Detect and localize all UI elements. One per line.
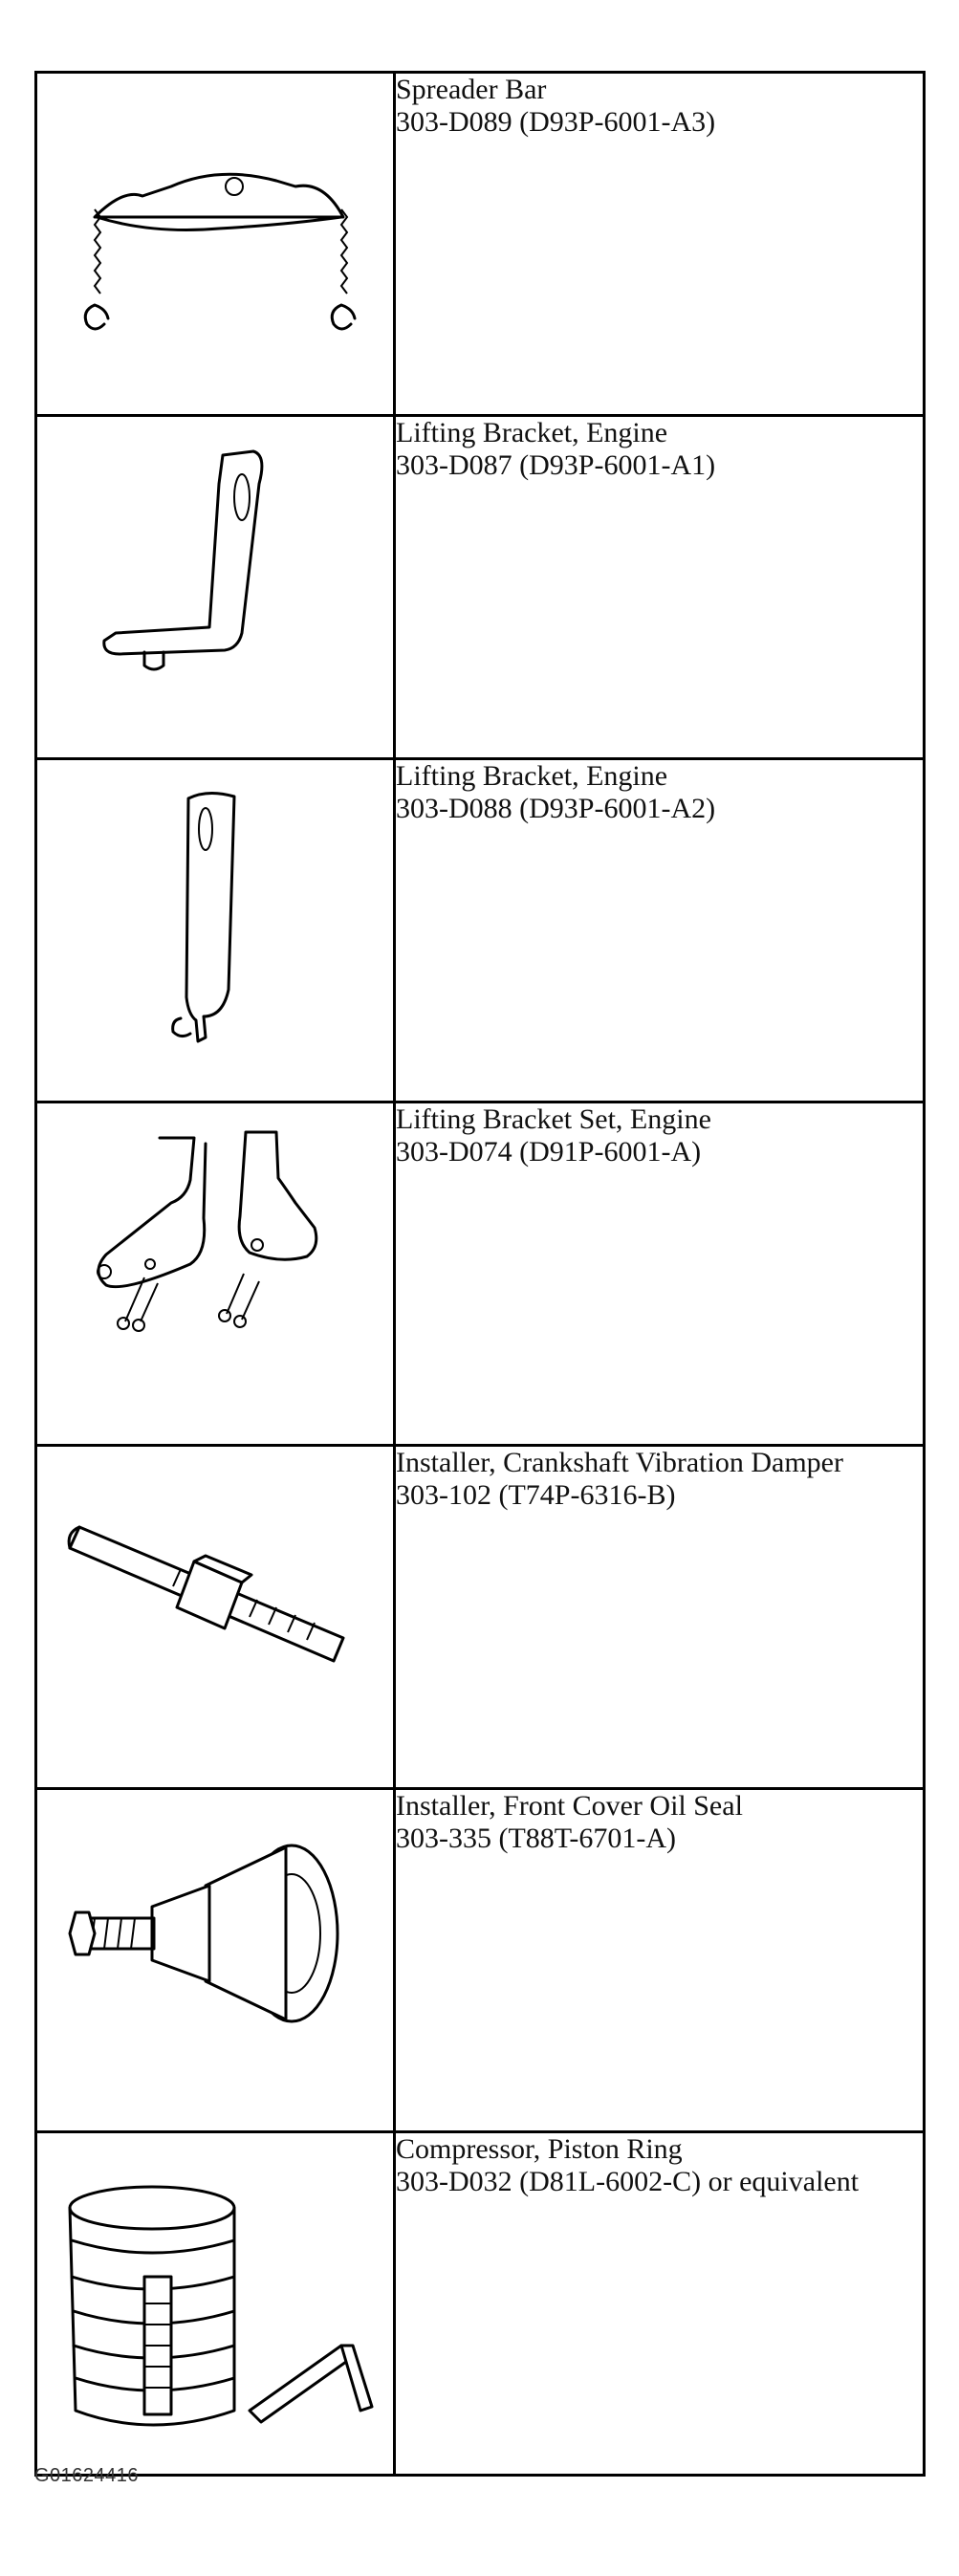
tool-description-cell: [395, 1102, 925, 1446]
tool-part-number: 303-D074 (D91P-6001-A): [396, 1136, 702, 1168]
tool-description-cell: [395, 416, 925, 759]
table-row: [36, 73, 925, 416]
tool-part-number: 303-102 (T74P-6316-B): [396, 1479, 676, 1511]
lifting-bracket-a1-icon: [37, 417, 393, 757]
tool-description-cell: [395, 73, 925, 416]
tool-illustration-cell: [36, 1102, 395, 1446]
oil-seal-installer-icon: [37, 1790, 393, 2130]
tool-name: Lifting Bracket, Engine: [396, 760, 668, 792]
tool-name: Installer, Crankshaft Vibration Damper: [396, 1447, 843, 1478]
tool-name: Compressor, Piston Ring: [396, 2133, 683, 2165]
tool-name: Lifting Bracket Set, Engine: [396, 1103, 711, 1135]
special-tools-table: [34, 71, 926, 2477]
tool-part-number: 303-335 (T88T-6701-A): [396, 1823, 677, 1854]
tool-illustration-cell: [36, 1789, 395, 2132]
table-row: [36, 1789, 925, 2132]
tool-part-number: 303-D087 (D93P-6001-A1): [396, 449, 716, 481]
tool-description-cell: [395, 1446, 925, 1789]
tool-name: Spreader Bar: [396, 74, 547, 105]
tool-illustration-cell: [36, 2132, 395, 2476]
spreader-bar-icon: [37, 74, 393, 414]
table-row: [36, 416, 925, 759]
tool-name: Installer, Front Cover Oil Seal: [396, 1790, 743, 1822]
tool-part-number: 303-D088 (D93P-6001-A2): [396, 793, 716, 824]
tool-illustration-cell: [36, 73, 395, 416]
table-row: [36, 759, 925, 1102]
tool-description-cell: [395, 1789, 925, 2132]
lifting-bracket-set-icon: [37, 1103, 393, 1444]
tool-description-cell: [395, 759, 925, 1102]
tool-illustration-cell: [36, 416, 395, 759]
tool-part-number: 303-D089 (D93P-6001-A3): [396, 106, 716, 138]
tool-name: Lifting Bracket, Engine: [396, 417, 668, 448]
figure-id: G01624416: [34, 2465, 140, 2486]
piston-ring-compressor-icon: [37, 2133, 393, 2474]
table-row: [36, 1102, 925, 1446]
table-row: [36, 2132, 925, 2476]
tool-illustration-cell: [36, 759, 395, 1102]
tool-illustration-cell: [36, 1446, 395, 1789]
tool-part-number: 303-D032 (D81L-6002-C) or equivalent: [396, 2166, 860, 2197]
lifting-bracket-a2-icon: [37, 760, 393, 1101]
tool-description-cell: [395, 2132, 925, 2476]
damper-installer-icon: [37, 1447, 393, 1787]
table-row: [36, 1446, 925, 1789]
